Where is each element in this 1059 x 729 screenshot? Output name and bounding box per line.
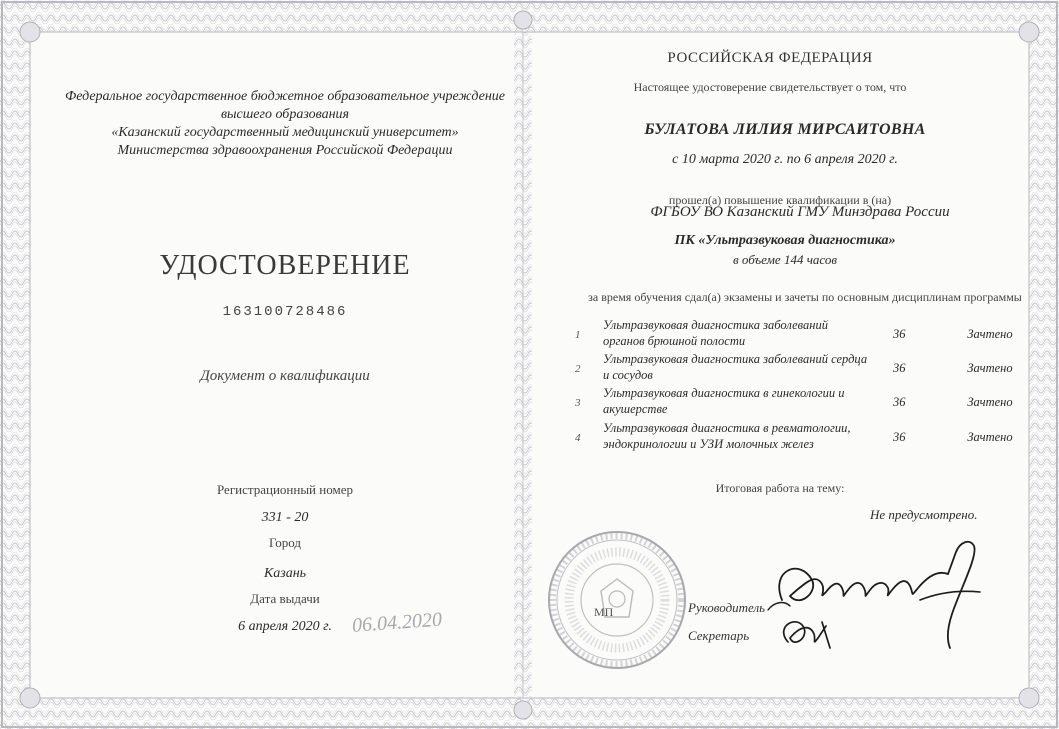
subject-result: Зачтено: [967, 430, 1013, 444]
attestation-intro: Настоящее удостоверение свидетельствует о том, что: [633, 80, 907, 94]
stamp-mark: МП: [594, 605, 614, 619]
subject-row: [575, 385, 1025, 421]
city-value: Казань: [263, 566, 307, 581]
signatures: [760, 530, 1000, 670]
person-name: БУЛАТОВА ЛИЛИЯ МИРСАИТОВНА: [644, 121, 926, 138]
subject-name: Ультразвуковая диагностика заболеваний сердца и сосудов: [603, 352, 868, 382]
subject-row: [575, 420, 1025, 456]
subject-number: 1: [575, 329, 581, 341]
issuer-line: «Казанский государственный медицинский университет»: [111, 125, 459, 140]
issuer-line: Федеральное государственное бюджетное образовательное учреждение: [64, 89, 506, 104]
program-hours: в объеме 144 часов: [733, 252, 837, 267]
subject-hours: 36: [893, 327, 906, 341]
registration-number: 331 - 20: [261, 510, 309, 525]
document-title: УДОСТОВЕРЕНИЕ: [159, 250, 411, 281]
subject-number: 4: [575, 432, 581, 444]
subject-hours: 36: [893, 430, 906, 444]
subject-result: Зачтено: [967, 395, 1013, 409]
country-heading: РОССИЙСКАЯ ФЕДЕРАЦИЯ: [667, 50, 873, 66]
official-seal: [545, 525, 695, 675]
subject-name: Ультразвуковая диагностика заболеваний органов брюшной полости: [603, 318, 828, 348]
training-organization: ФГБОУ ВО Казанский ГМУ Минздрава России: [650, 204, 950, 220]
handwritten-date: 06.04.2020: [351, 608, 443, 637]
subject-name: Ультразвуковая диагностика в гинекологии и акушерстве: [603, 386, 845, 416]
final-work-value: Не предусмотрено.: [870, 507, 978, 522]
subject-number: 3: [575, 397, 581, 409]
subject-result: Зачтено: [967, 327, 1013, 341]
secretary-label: Секретарь: [688, 628, 750, 643]
issue-date-label: Дата выдачи: [250, 591, 320, 606]
subject-hours: 36: [893, 361, 906, 375]
program-name: ПК «Ультразвуковая диагностика»: [674, 233, 896, 248]
exams-intro: за время обучения сдал(а) экзамены и зачеты по основным дисциплинам программы: [588, 290, 1022, 304]
issuer-block: [60, 88, 510, 160]
issue-date: 6 апреля 2020 г.: [238, 619, 332, 634]
subject-name: Ультразвуковая диагностика в ревматологии, эндокринологии и УЗИ молочных желез: [603, 421, 851, 451]
head-signature: [779, 542, 974, 648]
subject-result: Зачтено: [967, 361, 1013, 375]
subject-row: [575, 317, 1025, 353]
registration-label: Регистрационный номер: [217, 482, 353, 497]
head-label: Руководитель: [688, 600, 766, 615]
subject-row: [575, 351, 1025, 387]
subject-hours: 36: [893, 395, 906, 409]
subject-number: 2: [575, 363, 581, 375]
document-type: Документ о квалификации: [200, 368, 370, 384]
training-period: с 10 марта 2020 г. по 6 апреля 2020 г.: [672, 152, 898, 167]
final-work-label: Итоговая работа на тему:: [715, 481, 845, 495]
training-label: прошел(а) повышение квалификации в (на): [668, 193, 892, 207]
document-number: 163100728486: [222, 304, 348, 320]
issuer-line: Министерства здравоохранения Российской Федерации: [117, 143, 453, 158]
issuer-line: высшего образования: [220, 107, 350, 122]
city-label: Город: [268, 535, 302, 550]
secretary-signature: [784, 622, 830, 648]
